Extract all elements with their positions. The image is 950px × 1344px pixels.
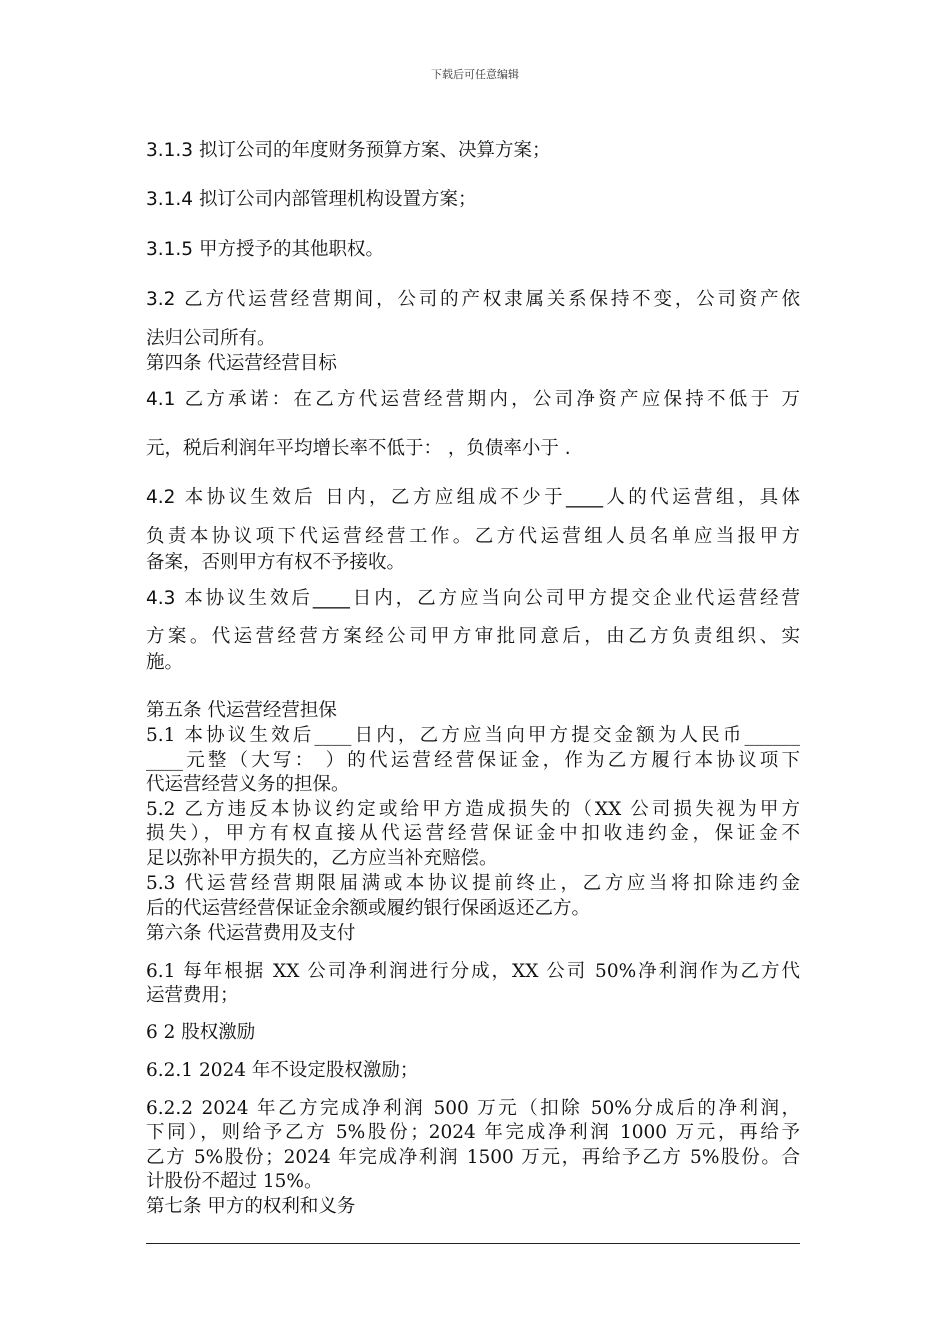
clause-6-2-2-line-2: 下同），则给予乙方 5%股份；2024 年完成净利润 1000 万元，再给予 <box>146 1122 800 1143</box>
clause-3-1-4: 3.1.4 拟订公司内部管理机构设置方案； <box>146 189 477 210</box>
article-7-heading: 第七条 甲方的权利和义务 <box>146 1196 356 1217</box>
article-4-heading: 第四条 代运营经营目标 <box>146 353 337 374</box>
clause-3-2-line-2: 法归公司所有。 <box>146 328 276 349</box>
clause-5-1-line-2: ____元整（大写： ）的代运营经营保证金，作为乙方履行本协议项下 <box>146 750 800 771</box>
clause-5-2-line-3: 足以弥补甲方损失的，乙方应当补充赔偿。 <box>146 848 498 869</box>
clause-4-2-line-3: 备案，否则甲方有权不予接收。 <box>146 552 406 573</box>
clause-4-3-line-1: 4.3 本协议生效后____日内，乙方应当向公司甲方提交企业代运营经营 <box>146 588 800 609</box>
clause-3-1-3: 3.1.3 拟订公司的年度财务预算方案、决算方案； <box>146 140 551 161</box>
clause-5-2-line-1: 5.2 乙方违反本协议约定或给甲方造成损失的（XX 公司损失视为甲方 <box>146 799 800 820</box>
clause-4-2-line-2: 负责本协议项下代运营经营工作。乙方代运营组人员名单应当报甲方 <box>146 526 800 547</box>
clause-6-1-line-1: 6.1 每年根据 XX 公司净利润进行分成，XX 公司 50%净利润作为乙方代 <box>146 961 800 982</box>
clause-3-2-line-1: 3.2 乙方代运营经营期间，公司的产权隶属关系保持不变，公司资产依 <box>146 289 800 310</box>
clause-4-3-line-3: 施。 <box>146 652 184 673</box>
article-5-heading: 第五条 代运营经营担保 <box>146 700 337 721</box>
clause-6-2-2-line-3: 乙方 5%股份；2024 年完成净利润 1500 万元，再给予乙方 5%股份。合 <box>146 1147 800 1168</box>
clause-6-1-line-2: 运营费用； <box>146 985 239 1006</box>
clause-4-1-line-1: 4.1 乙方承诺：在乙方代运营经营期内，公司净资产应保持不低于 万 <box>146 389 800 410</box>
clause-6-2-heading: 6 2 股权激励 <box>146 1022 256 1043</box>
clause-5-1-line-3: 代运营经营义务的担保。 <box>146 774 350 795</box>
footer-rule <box>146 1243 800 1244</box>
clause-5-2-line-2: 损失），甲方有权直接从代运营经营保证金中扣收违约金，保证金不 <box>146 823 800 844</box>
clause-4-2-line-1: 4.2 本协议生效后 日内，乙方应组成不少于____人的代运营组，具体 <box>146 487 800 508</box>
clause-6-2-1: 6.2.1 2024 年不设定股权激励； <box>146 1060 419 1081</box>
clause-6-2-2-line-4: 计股份不超过 15%。 <box>146 1171 323 1192</box>
clause-6-2-2-line-1: 6.2.2 2024 年乙方完成净利润 500 万元（扣除 50%分成后的净利润， <box>146 1098 800 1119</box>
clause-5-1-line-1: 5.1 本协议生效后____日内，乙方应当向甲方提交金额为人民币______ <box>146 725 800 746</box>
clause-5-3-line-2: 后的代运营经营保证金余额或履约银行保函返还乙方。 <box>146 898 591 919</box>
clause-5-3-line-1: 5.3 代运营经营期限届满或本协议提前终止，乙方应当将扣除违约金 <box>146 873 800 894</box>
clause-4-3-line-2: 方案。代运营经营方案经公司甲方审批同意后，由乙方负责组织、实 <box>146 626 800 647</box>
article-6-heading: 第六条 代运营费用及支付 <box>146 923 356 944</box>
clause-4-1-line-2: 元，税后利润年平均增长率不低于： ，负债率小于 . <box>146 438 571 459</box>
clause-3-1-5: 3.1.5 甲方授予的其他职权。 <box>146 239 384 260</box>
page-header: 下载后可任意编辑 <box>431 68 519 81</box>
